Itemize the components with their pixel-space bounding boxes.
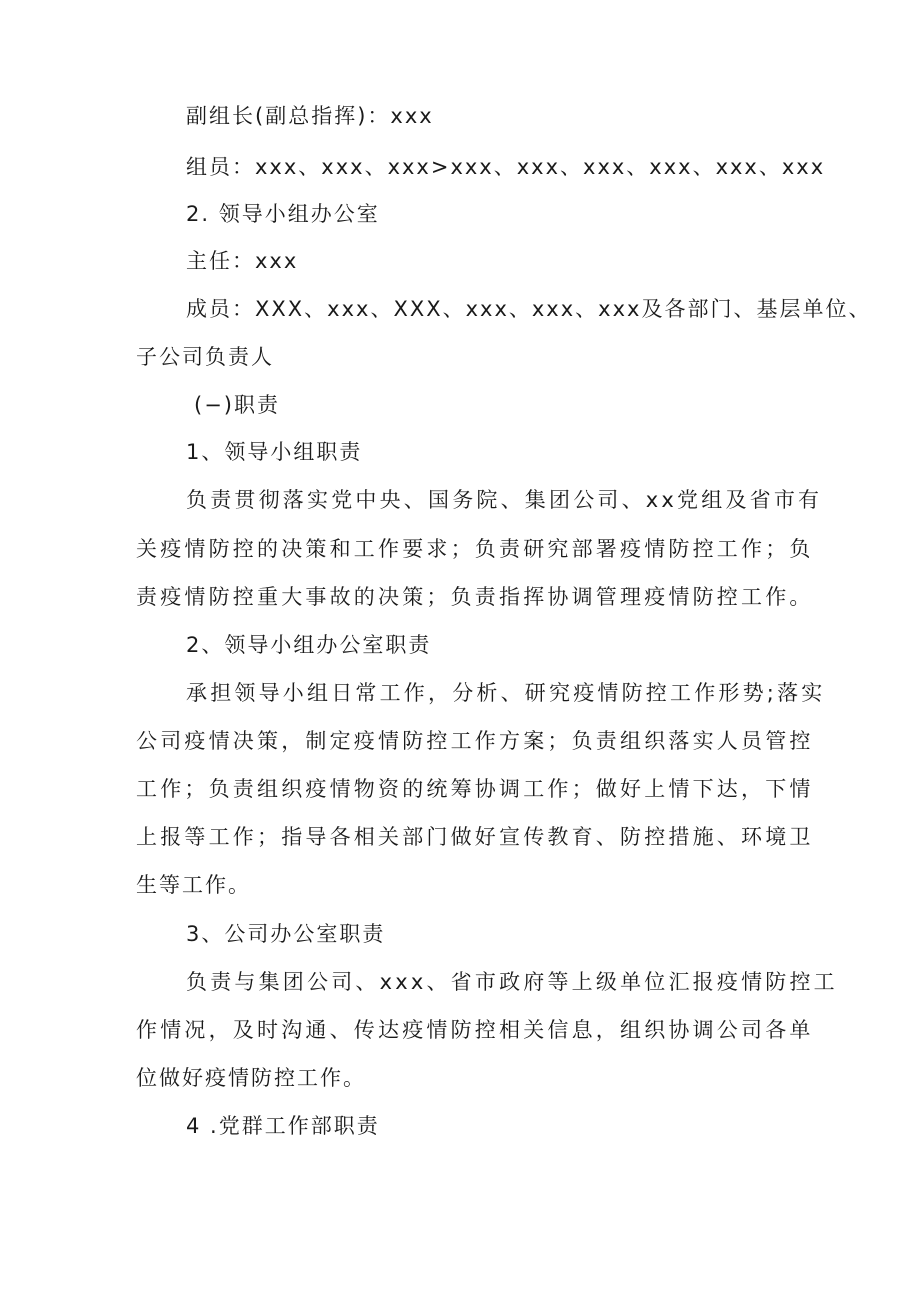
deputy-leader-line: 副组长(副总指挥)：xxx [186, 104, 434, 128]
paragraph-line: 公司疫情决策，制定疫情防控工作方案；负责组织落实人员管控 [136, 729, 814, 753]
paragraph-line: 作情况，及时沟通、传达疫情防控相关信息，组织协调公司各单 [136, 1018, 814, 1042]
paragraph-line: 负责与集团公司、xxx、省市政府等上级单位汇报疫情防控工 [186, 970, 838, 994]
paragraph-line: 负责贯彻落实党中央、国务院、集团公司、xx党组及省市有 [186, 488, 823, 512]
paragraph-line: 关疫情防控的决策和工作要求；负责研究部署疫情防控工作；负 [136, 537, 814, 561]
paragraph-line: 责疫情防控重大事故的决策；负责指挥协调管理疫情防控工作。 [136, 585, 814, 609]
office-duties-heading: 2、领导小组办公室职责 [186, 633, 432, 657]
office-members-line-cont: 子公司负责人 [136, 345, 274, 369]
paragraph-line: 上报等工作；指导各相关部门做好宣传教育、防控措施、环境卫 [136, 825, 814, 849]
office-members-line: 成员：XXX、xxx、XXX、xxx、xxx、xxx及各部门、基层单位、 [186, 297, 872, 321]
paragraph-line: 位做好疫情防控工作。 [136, 1066, 366, 1090]
director-line: 主任：xxx [186, 249, 299, 273]
leader-group-duties-heading: 1、领导小组职责 [186, 440, 363, 464]
section-heading-office: 2. 领导小组办公室 [186, 202, 380, 226]
company-office-duties-heading: 3、公司办公室职责 [186, 922, 386, 946]
party-work-dept-duties-heading: 4 .党群工作部职责 [186, 1114, 380, 1138]
paragraph-line: 工作；负责组织疫情物资的统筹协调工作；做好上情下达，下情 [136, 777, 814, 801]
duties-heading: (−)职责 [194, 393, 280, 417]
members-line: 组员：xxx、xxx、xxx>xxx、xxx、xxx、xxx、xxx、xxx [186, 155, 826, 179]
paragraph-line: 生等工作。 [136, 873, 251, 897]
paragraph-line: 承担领导小组日常工作，分析、研究疫情防控工作形势;落实 [186, 681, 826, 705]
